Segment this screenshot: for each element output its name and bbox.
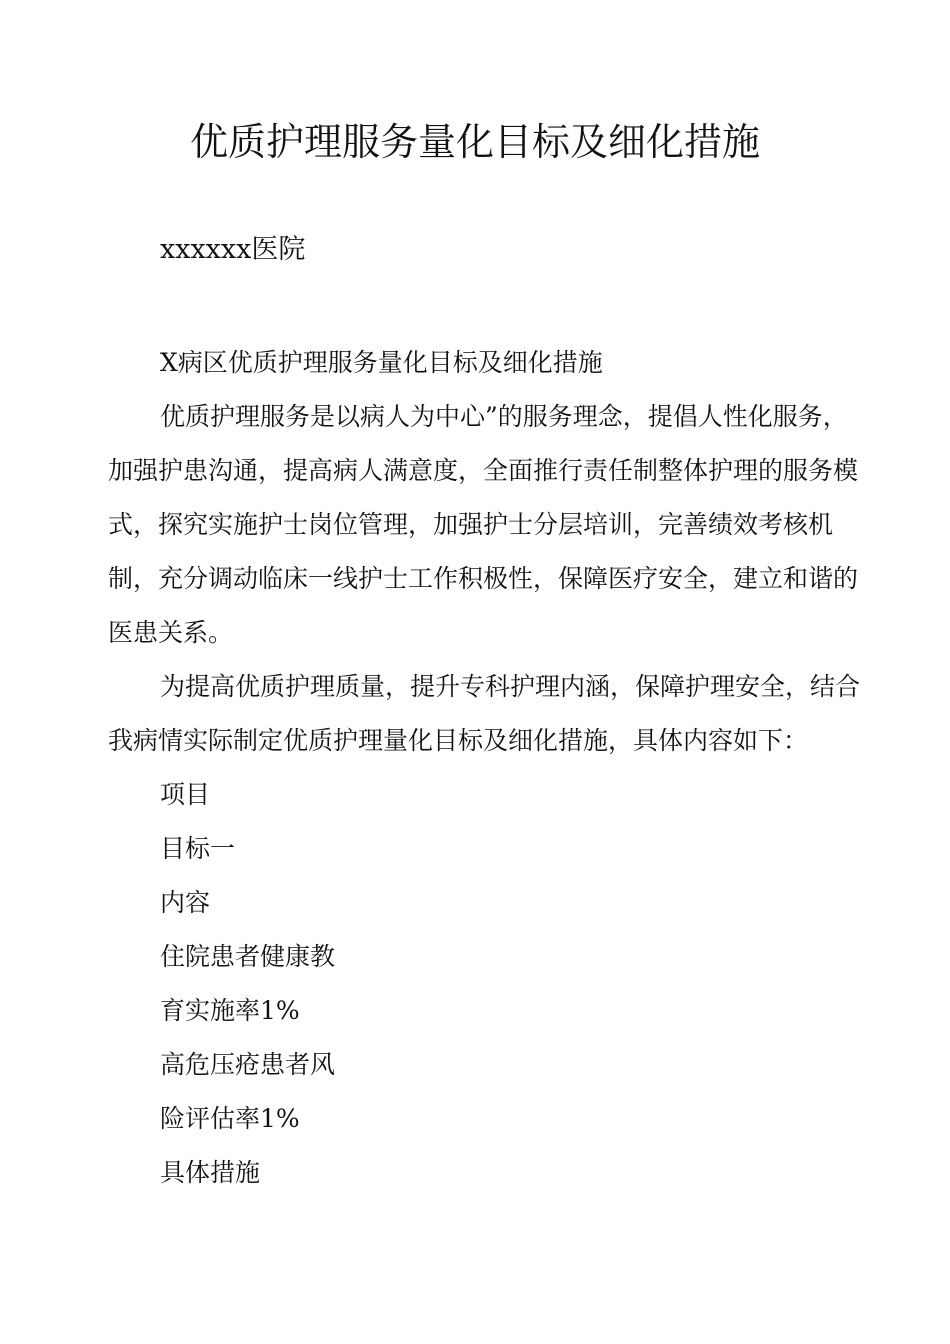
intro-paragraph: 优质护理服务是以病人为中心”的服务理念，提倡人性化服务，加强护患沟通，提高病人满意度，全面推行责任制整体护理的服务模式，探究实施护士岗位管理，加强护士分层培训，完善绩效考核机制，充分调动临床一线护士工作积极性，保障医疗安全，建立和谐的医患关系。 [108, 402, 859, 647]
list-item: 险评估率1% [160, 1104, 300, 1133]
list-item: 育实施率1% [160, 996, 300, 1025]
list-item: 住院患者健康教 [160, 942, 336, 971]
list-item: 高危压疮患者风 [160, 1050, 336, 1079]
table-label-content: 内容 [160, 888, 211, 917]
document-body [108, 336, 862, 1200]
table-label-goal: 目标一 [160, 834, 236, 863]
document-title: 优质护理服务量化目标及细化措施 [189, 120, 760, 164]
section-heading: X病区优质护理服务量化目标及细化措施 [160, 348, 603, 377]
hospital-name: xxxxxx医院 [160, 234, 306, 265]
table-label-item: 项目 [160, 780, 211, 809]
table-label-measures: 具体措施 [160, 1158, 261, 1187]
purpose-paragraph: 为提高优质护理质量，提升专科护理内涵，保障护理安全，结合我病情实际制定优质护理量化目标及细化措施，具体内容如下： [108, 672, 861, 755]
